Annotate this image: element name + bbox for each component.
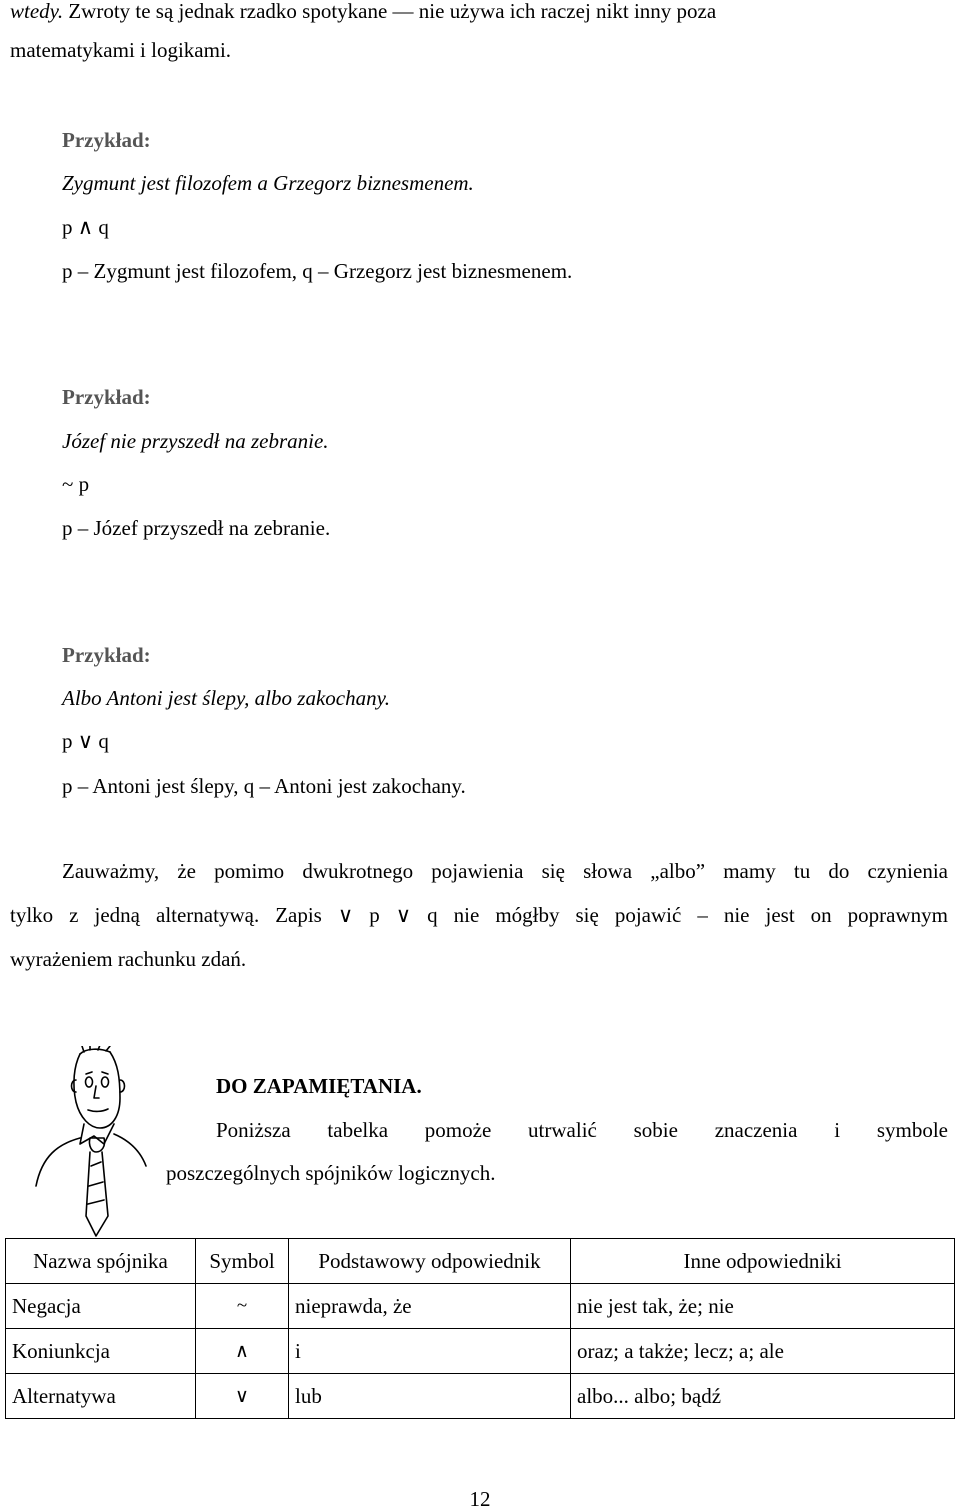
example-legend: p – Zygmunt jest filozofem, q – Grzegorz jest biznesmenem.: [62, 259, 573, 283]
note-line-2: tylko z jedną alternatywą. Zapis ∨ p ∨ q nie mógłby się pojawić – nie jest on poprawnym: [10, 903, 948, 927]
example-sentence: Józef nie przyszedł na zebranie.: [62, 429, 329, 453]
intro-italic: wtedy.: [10, 0, 64, 23]
connectives-table: [5, 1238, 955, 1419]
remember-title: DO ZAPAMIĘTANIA.: [216, 1074, 422, 1098]
table-header: Symbol: [196, 1239, 289, 1284]
intro-line-1: [10, 0, 716, 24]
example-sentence: Zygmunt jest filozofem a Grzegorz biznesmenem.: [62, 171, 474, 195]
table-row: [6, 1374, 955, 1419]
table-cell: oraz; a także; lecz; a; ale: [571, 1329, 955, 1374]
remember-text-line-2: poszczególnych spójników logicznych.: [166, 1161, 496, 1185]
intro-text: Zwroty te są jednak rzadko spotykane — nie używa ich raczej nikt inny poza: [63, 0, 717, 23]
table-cell: lub: [289, 1374, 571, 1419]
example-formula: ~ p: [62, 472, 90, 496]
table-cell: i: [289, 1329, 571, 1374]
example-heading: Przykład:: [62, 643, 151, 667]
example-heading: Przykład:: [62, 128, 151, 152]
table-cell: Negacja: [6, 1284, 196, 1329]
table-cell-symbol: ~: [196, 1284, 289, 1329]
table-cell-symbol: ∨: [196, 1374, 289, 1419]
note-line-3: wyrażeniem rachunku zdań.: [10, 947, 247, 971]
thinking-man-illustration: [28, 1046, 148, 1240]
table-cell: nieprawda, że: [289, 1284, 571, 1329]
remember-text-line-1: Poniższa tabelka pomoże utrwalić sobie znaczenia i symbole: [216, 1118, 948, 1142]
example-heading: Przykład:: [62, 385, 151, 409]
page-number: 12: [469, 1487, 491, 1511]
table-cell: Koniunkcja: [6, 1329, 196, 1374]
note-line-1: Zauważmy, że pomimo dwukrotnego pojawienia się słowa „albo” mamy tu do czynienia: [62, 859, 948, 883]
table-cell: nie jest tak, że; nie: [571, 1284, 955, 1329]
table-row: [6, 1329, 955, 1374]
table-header: Podstawowy odpowiednik: [289, 1239, 571, 1284]
example-sentence: Albo Antoni jest ślepy, albo zakochany.: [62, 686, 390, 710]
example-legend: p – Antoni jest ślepy, q – Antoni jest zakochany.: [62, 774, 466, 798]
table-row: [6, 1284, 955, 1329]
table-cell: albo... albo; bądź: [571, 1374, 955, 1419]
man-figure-icon: [28, 1046, 148, 1240]
example-formula: p ∨ q: [62, 729, 109, 753]
table-header: Inne odpowiedniki: [571, 1239, 955, 1284]
table-header-row: [6, 1239, 955, 1284]
example-legend: p – Józef przyszedł na zebranie.: [62, 516, 331, 540]
table-cell: Alternatywa: [6, 1374, 196, 1419]
example-formula: p ∧ q: [62, 215, 109, 239]
intro-line-2: matematykami i logikami.: [10, 38, 232, 62]
table-header: Nazwa spójnika: [6, 1239, 196, 1284]
table-cell-symbol: ∧: [196, 1329, 289, 1374]
